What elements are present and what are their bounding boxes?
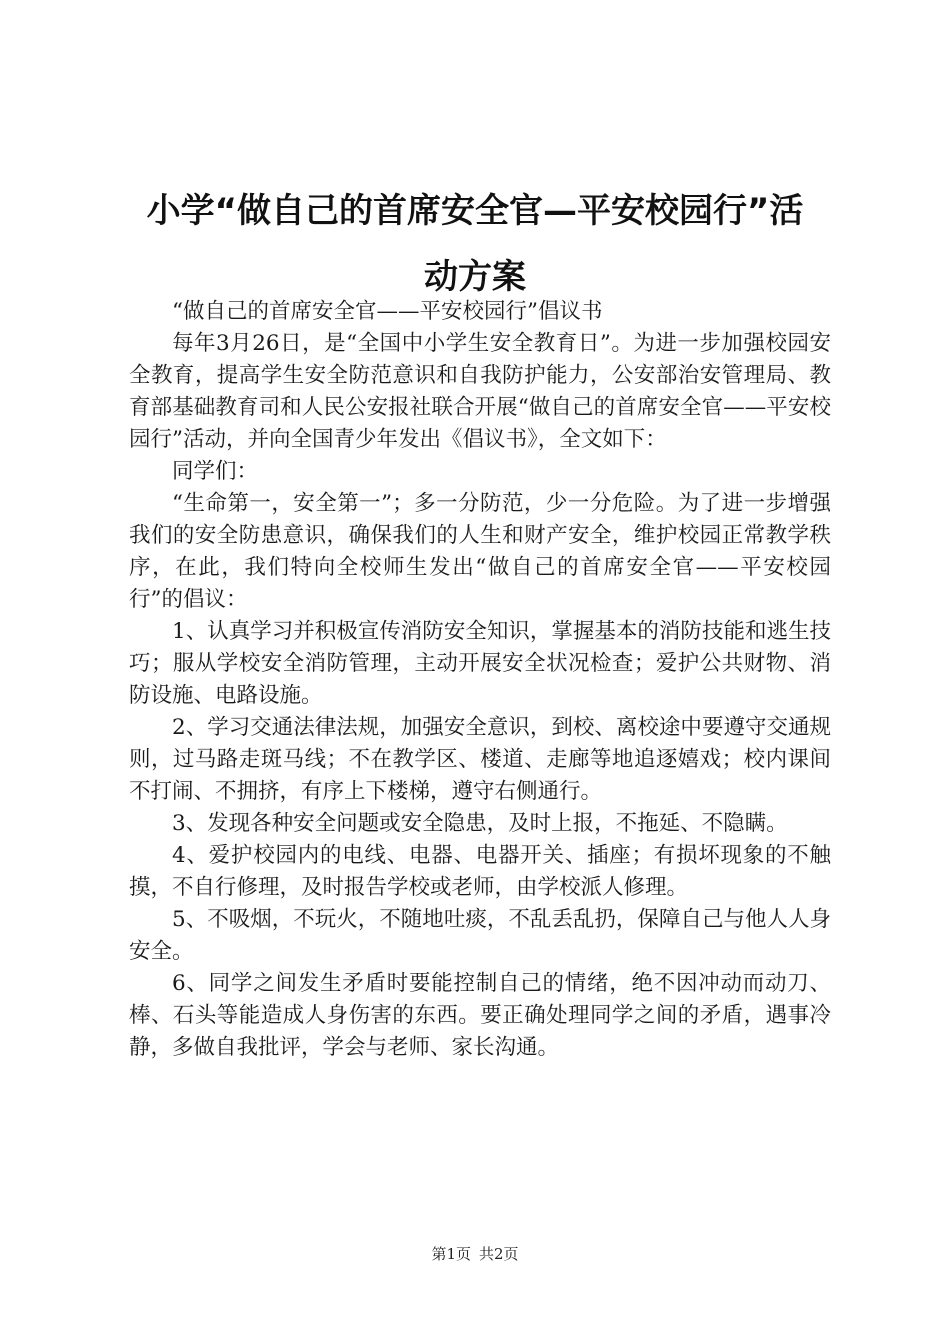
title-line-2: 动方案 (424, 257, 526, 297)
salutation: 同学们： (172, 459, 259, 484)
list-item-5: 5、不吸烟，不玩火，不随地吐痰，不乱丢乱扔，保障自己与他人人身安全。 (129, 907, 831, 964)
page-footer (0, 1243, 950, 1265)
title-line-1: 小学“做自己的首席安全官—平安校园行”活 (146, 191, 804, 231)
list-item-6: 6、同学之间发生矛盾时要能控制自己的情绪，绝不因冲动而动刀、棒、石头等能造成人身伤害的东西。要正确处理同学之间的矛盾，遇事冷静，多做自我批评，学会与老师、家长沟通。 (129, 971, 831, 1060)
page-total: 共2页 (479, 1245, 519, 1263)
page-number: 第1页 (431, 1245, 471, 1263)
document-body (129, 296, 831, 1064)
list-item-1: 1、认真学习并积极宣传消防安全知识，掌握基本的消防技能和逃生技巧；服从学校安全消防管理，主动开展安全状况检查；爱护公共财物、消防设施、电路设施。 (129, 619, 831, 708)
proposal-heading: “做自己的首席安全官——平安校园行”倡议书 (172, 299, 603, 324)
list-item-4: 4、爱护校园内的电线、电器、电器开关、插座；有损坏现象的不触摸，不自行修理，及时报告学校或老师，由学校派人修理。 (129, 843, 831, 900)
intro-paragraph: 每年3月26日，是“全国中小学生安全教育日”。为进一步加强校园安全教育，提高学生安全防范意识和自我防护能力，公安部治安管理局、教育部基础教育司和人民公安报社联合开展“做自己的首席安全官——平安校园行”活动，并向全国青少年发出《倡议书》，全文如下： (129, 331, 831, 452)
list-item-2: 2、学习交通法律法规，加强安全意识，到校、离校途中要遵守交通规则，过马路走斑马线；不在教学区、楼道、走廊等地追逐嬉戏；校内课间不打闹、不拥挤，有序上下楼梯，遵守右侧通行。 (129, 715, 831, 804)
document-title (120, 178, 830, 310)
list-item-3: 3、发现各种安全问题或安全隐患，及时上报，不拖延、不隐瞒。 (172, 811, 788, 836)
proposal-paragraph: “生命第一，安全第一”；多一分防范，少一分危险。为了进一步增强我们的安全防患意识，确保我们的人生和财产安全，维护校园正常教学秩序，在此，我们特向全校师生发出“做自己的首席安全官——平安校园行”的倡议： (129, 491, 831, 612)
